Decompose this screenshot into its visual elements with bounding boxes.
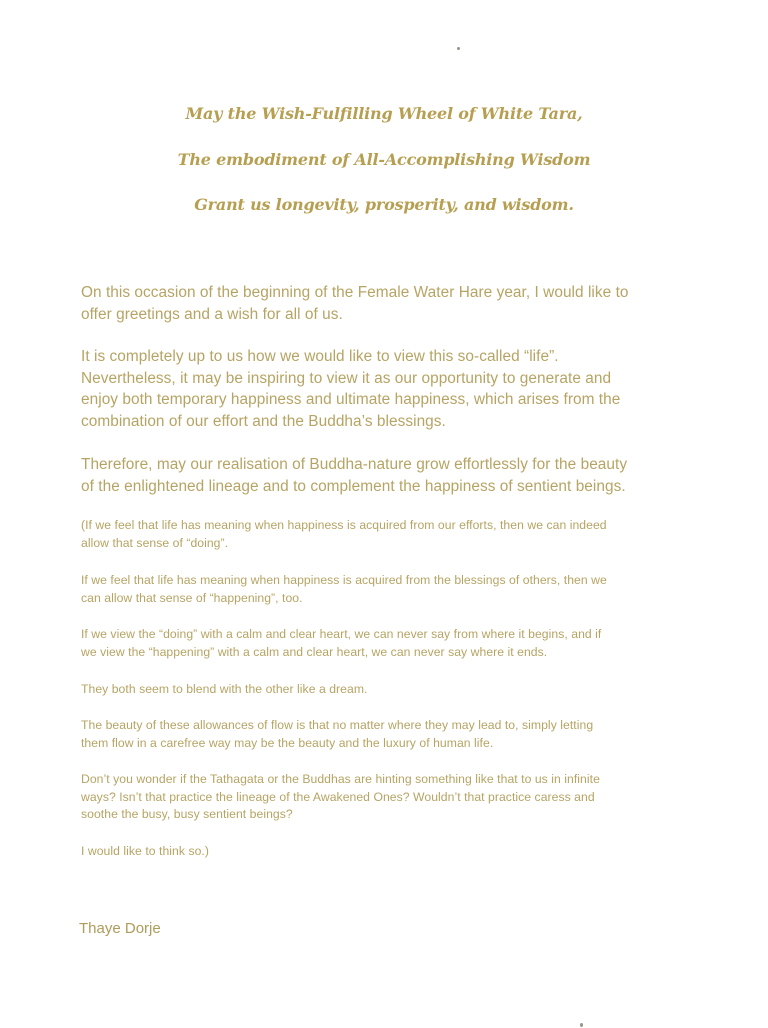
paragraph-wish	[81, 454, 721, 497]
paragraph-life	[81, 346, 721, 432]
signature: Thaye Dorje	[79, 920, 161, 937]
text-line: soothe the busy, busy sentient beings?	[81, 807, 293, 821]
invocation-line-1: May the Wish-Fulfilling Wheel of White Tara,	[185, 104, 583, 123]
text-line: offer greetings and a wish for all of us.	[81, 305, 343, 323]
paragraph-dream	[81, 681, 721, 699]
text-line: They both seem to blend with the other like a dream.	[81, 682, 368, 696]
text-line: allow that sense of “doing”.	[81, 535, 229, 550]
text-line: we view the “happening” with a calm and clear heart, we can never say where it ends.	[81, 644, 548, 659]
paragraph-flow	[81, 717, 721, 752]
text-line: Don’t you wonder if the Tathagata or the Buddhas are hinting something like that to us in infinite	[81, 772, 600, 786]
text-line: of the enlightened lineage and to complement the happiness of sentient beings.	[81, 477, 626, 495]
text-line: Therefore, may our realisation of Buddha-nature grow effortlessly for the beauty	[81, 456, 628, 473]
text-line: Nevertheless, it may be inspiring to view it as our opportunity to generate and	[81, 369, 612, 387]
text-line: ways? Isn’t that practice the lineage of the Awakened Ones? Wouldn’t that practice caress and	[81, 789, 595, 804]
paragraph-closing	[81, 843, 721, 861]
text-line: It is completely up to us how we would like to view this so-called “life”.	[81, 348, 559, 365]
paragraph-tathagata	[81, 771, 721, 824]
text-line: If we feel that life has meaning when happiness is acquired from the blessings of others, then we	[81, 573, 607, 587]
paragraph-happening	[81, 572, 721, 607]
paragraph-doing	[81, 517, 721, 552]
invocation-line-2: The embodiment of All-Accomplishing Wisdom	[177, 150, 591, 169]
text-line: If we view the “doing” with a calm and clear heart, we can never say from where it begins, and if	[81, 627, 602, 641]
text-line: them flow in a carefree way may be the beauty and the luxury of human life.	[81, 735, 494, 750]
text-line: The beauty of these allowances of flow is that no matter where they may lead to, simply letting	[81, 718, 594, 732]
paragraph-calm-heart	[81, 626, 721, 661]
text-line: I would like to think so.)	[81, 844, 209, 858]
text-line: On this occasion of the beginning of the Female Water Hare year, I would like to	[81, 284, 629, 301]
scan-speck	[580, 1023, 583, 1027]
invocation-line-3: Grant us longevity, prosperity, and wisdom.	[194, 195, 574, 214]
text-line: enjoy both temporary happiness and ultimate happiness, which arises from the	[81, 391, 621, 408]
text-line: can allow that sense of “happening”, too.	[81, 590, 303, 605]
text-line: combination of our effort and the Buddha’s blessings.	[81, 412, 446, 430]
scan-speck	[457, 47, 460, 50]
paragraph-greeting	[81, 282, 721, 325]
text-line: (If we feel that life has meaning when happiness is acquired from our efforts, then we can indeed	[81, 518, 607, 532]
